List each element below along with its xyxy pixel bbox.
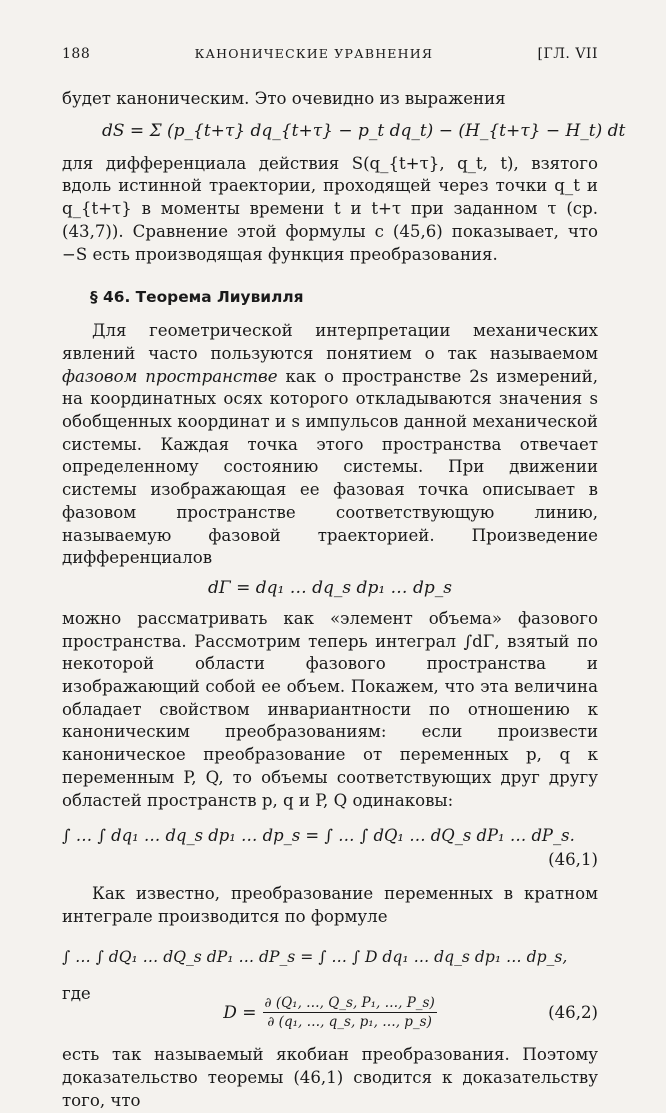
- paragraph-1: будет каноническим. Это очевидно из выражения: [62, 89, 506, 108]
- formula-46-2: [223, 995, 436, 1030]
- phase-space-term: фазовом пространстве: [62, 366, 278, 386]
- formula-jacobian: ∫ … ∫ dQ₁ … dQ_s dP₁ … dP_s = ∫ … ∫ D dq₁ … dq_s dp₁ … dp_s,: [62, 947, 568, 966]
- paragraph-4: можно рассматривать как «элемент объема» фазового пространства. Рассмотрим теперь интеграл ∫dΓ, взятый по некоторой области фазового пространства и изображающий собой ее объем. Покажем, что эта величина обладает свойством инвариантности по отношению к каноническим преобразованиям: если произвести каноническое преобразование от переменных p, q к переменным P, Q, то объемы соответствующих друг другу областей пространств p, q и P, Q одинаковы:: [62, 608, 598, 810]
- jacobian-fraction: [263, 995, 437, 1030]
- formula-46-2-row: [62, 995, 598, 1030]
- equation-label-46-1: [62, 850, 598, 869]
- page-header: [62, 46, 598, 62]
- jacobian-lhs: D =: [223, 1002, 257, 1023]
- paragraph-3-part-1: Для геометрической интерпретации механических явлений часто пользуются понятием о так называемом: [62, 321, 598, 363]
- page-number: 188: [62, 46, 91, 62]
- where-label: где: [62, 983, 91, 1003]
- formula-ds: dS = Σ (p_{t+τ} dq_{t+τ} − p_t dq_t) − (H_{t+τ} − H_t) dt: [102, 120, 626, 141]
- section-title: § 46. Теорема Лиувилля: [90, 288, 304, 307]
- paragraph-3-part-2: как о пространстве 2s измерений, на координатных осях которого откладываются значения s обобщенных координат и s импульсов данной механической системы. Каждая точка этого пространства отвечает определенному состоянию системы. При движении системы изображающая ее фазовая точка описывает в фазовом пространстве соответствующую линию, называемую фазовой траекторией. Произведение дифференциалов: [62, 366, 598, 568]
- chapter-title: КАНОНИЧЕСКИЕ УРАВНЕНИЯ: [194, 46, 434, 61]
- paragraph-3: [62, 320, 598, 570]
- paragraph-6: есть так называемый якобиан преобразования. Поэтому доказательство теоремы (46,1) сводится к доказательству того, что: [62, 1045, 598, 1110]
- formula-46-1: ∫ … ∫ dq₁ … dq_s dp₁ … dp_s = ∫ … ∫ dQ₁ … dQ_s dP₁ … dP_s.: [62, 826, 575, 846]
- paragraph-2: для дифференциала действия S(q_{t+τ}, q_t, t), взятого вдоль истинной траектории, проходящей через точки q_t и q_{t+τ} в моменты времени t и t+τ при заданном τ (ср. (43,7)). Сравнение этой формулы с (45,6) показывает, что −S есть производящая функция преобразования.: [62, 153, 598, 264]
- jacobian-denominator: ∂ (q₁, …, q_s, p₁, …, p_s): [267, 1014, 432, 1031]
- paragraph-5: Как известно, преобразование переменных в кратном интеграле производится по формуле: [62, 884, 598, 926]
- equation-number-46-1: (46,1): [548, 850, 598, 870]
- formula-dgamma: dΓ = dq₁ … dq_s dp₁ … dp_s: [208, 577, 452, 598]
- chapter-ref: [ГЛ. VII: [537, 46, 598, 62]
- jacobian-numerator: ∂ (Q₁, …, Q_s, P₁, …, P_s): [264, 995, 435, 1012]
- equation-number-46-2: (46,2): [548, 1002, 599, 1022]
